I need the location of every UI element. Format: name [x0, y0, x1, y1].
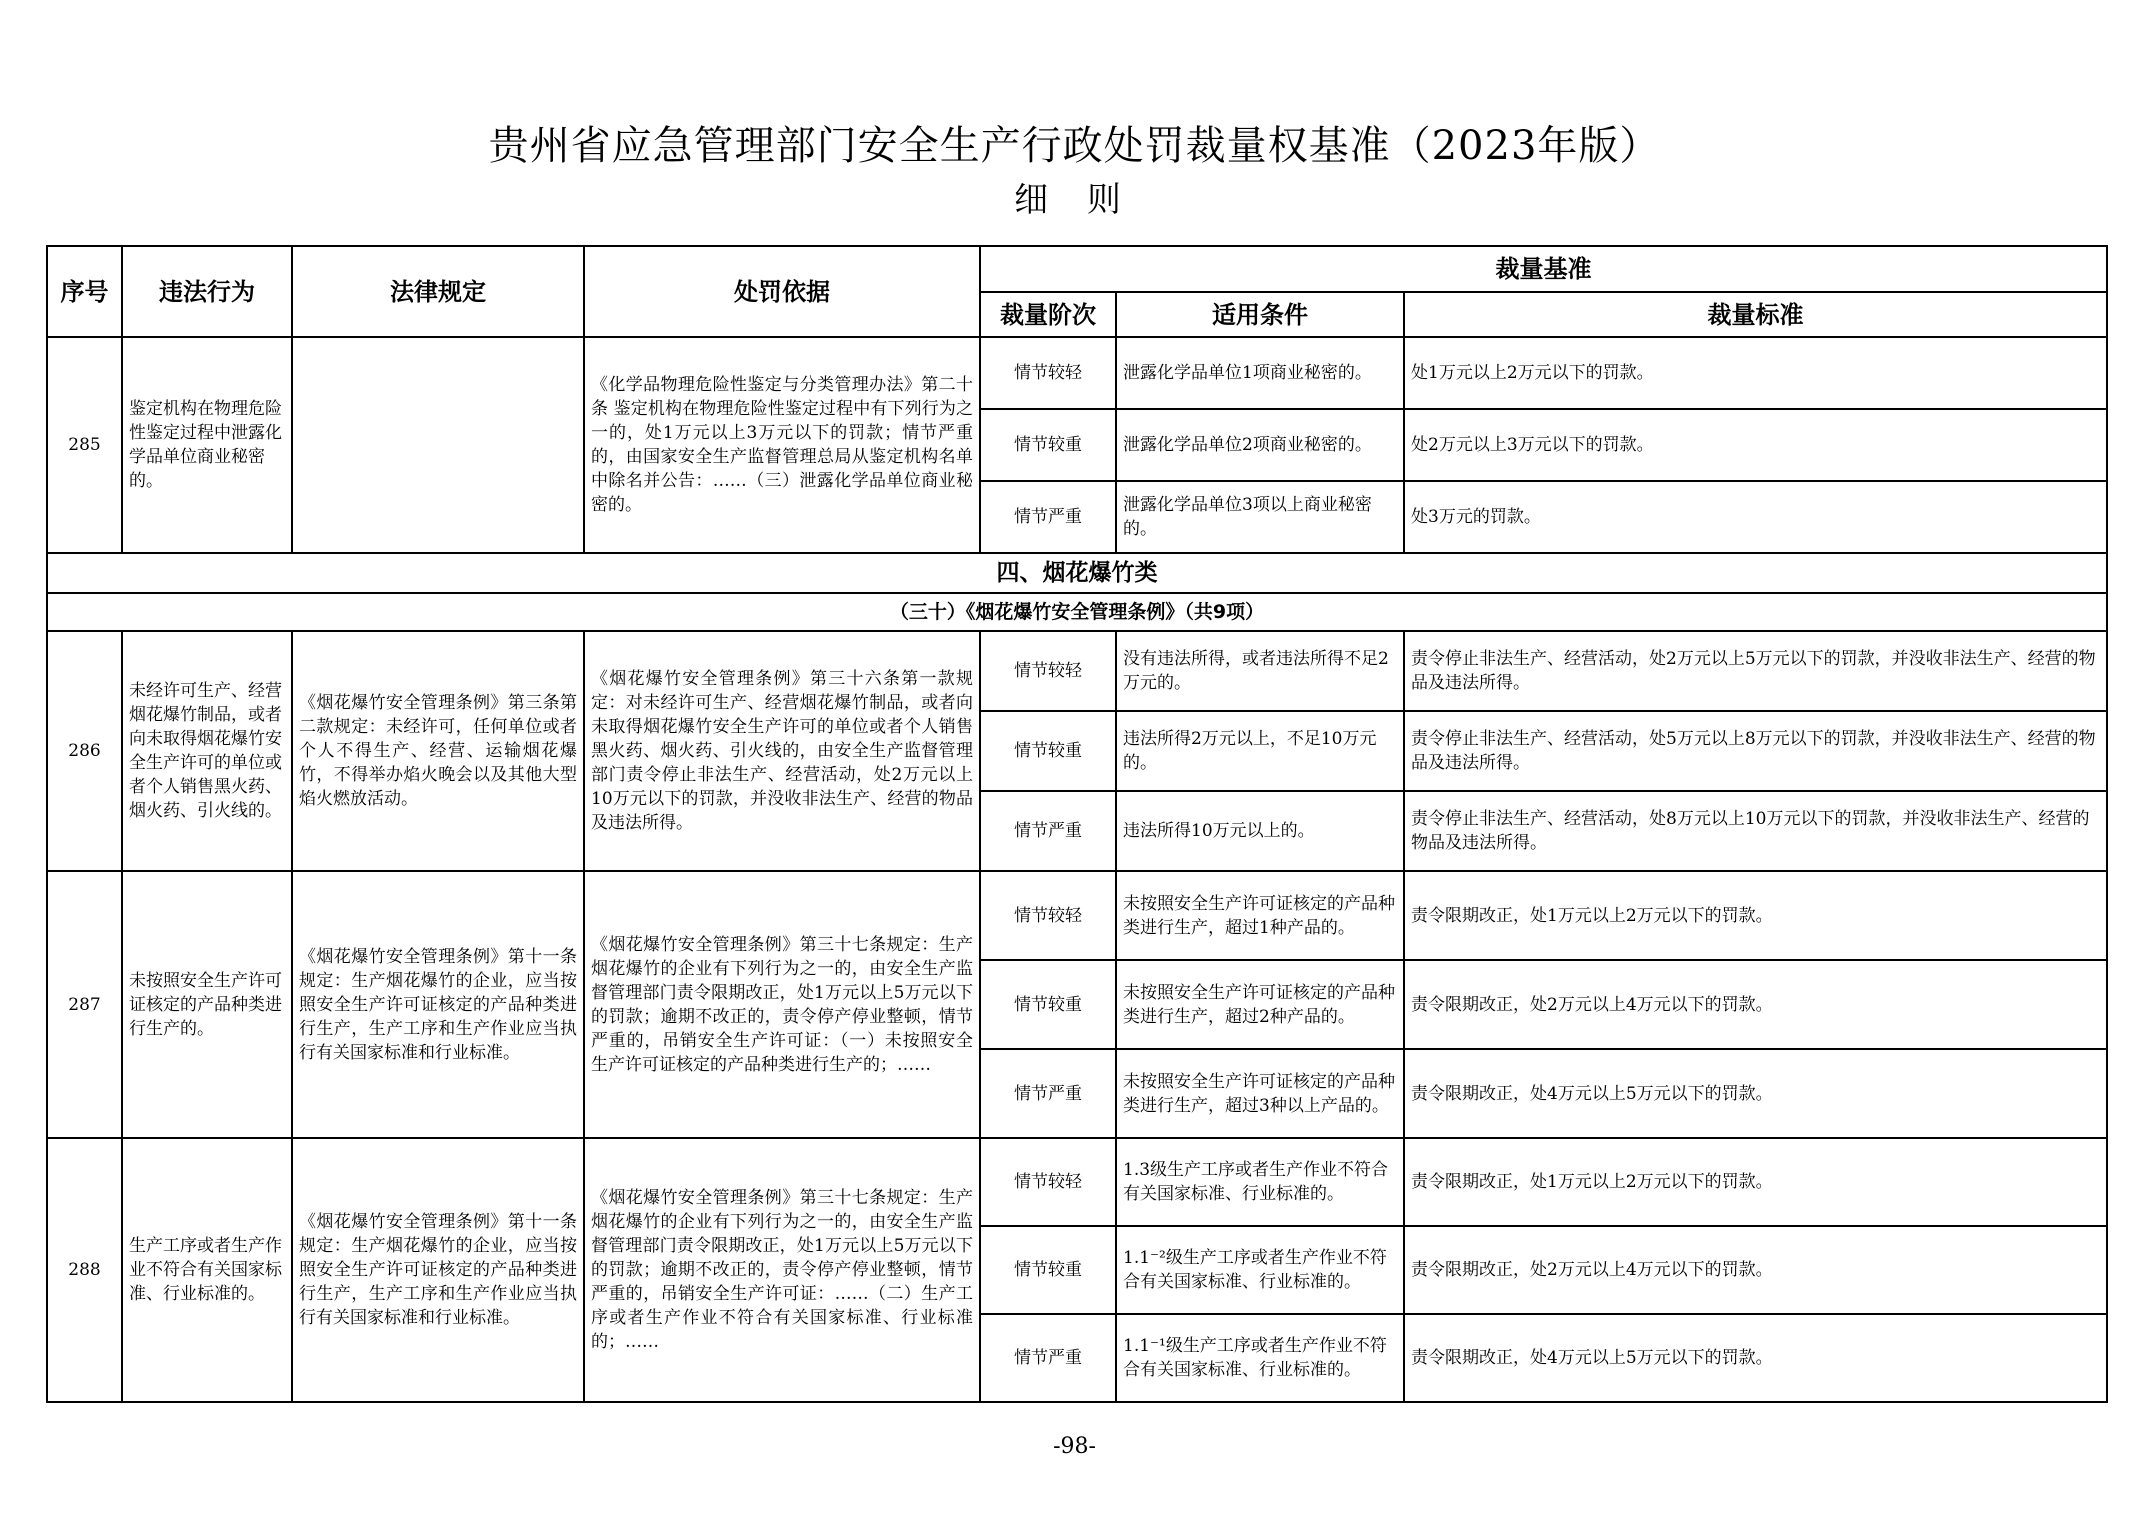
subsection-heading: （三十）《烟花爆竹安全管理条例》（共9项） — [47, 593, 2107, 631]
row-standard: 责令停止非法生产、经营活动，处5万元以上8万元以下的罚款，并没收非法生产、经营的物品及违法所得。 — [1404, 711, 2107, 791]
row-level: 情节较重 — [980, 711, 1116, 791]
row-basis: 《烟花爆竹安全管理条例》第三十六条第一款规定：对未经许可生产、经营烟花爆竹制品，或者向未取得烟花爆竹安全生产许可的单位或者个人销售黑火药、烟火药、引火线的，由安全生产监督管理部门责令停止非法生产、经营活动，处2万元以上10万元以下的罚款，并没收非法生产、经营的物品及违法所得。 — [584, 631, 980, 871]
row-law: 《烟花爆竹安全管理条例》第三条第二款规定：未经许可，任何单位或者个人不得生产、经营、运输烟花爆竹，不得举办焰火晚会以及其他大型焰火燃放活动。 — [292, 631, 584, 871]
row-standard: 处3万元的罚款。 — [1404, 481, 2107, 553]
row-level: 情节严重 — [980, 481, 1116, 553]
row-standard: 处2万元以上3万元以下的罚款。 — [1404, 409, 2107, 481]
row-condition: 未按照安全生产许可证核定的产品种类进行生产，超过2种产品的。 — [1116, 960, 1404, 1049]
row-basis: 《烟花爆竹安全管理条例》第三十七条规定：生产烟花爆竹的企业有下列行为之一的，由安全生产监督管理部门责令限期改正，处1万元以上5万元以下的罚款；逾期不改正的，责令停产停业整顿，情节严重的，吊销安全生产许可证：（一）未按照安全生产许可证核定的产品种类进行生产的；…… — [584, 871, 980, 1138]
row-standard: 责令限期改正，处1万元以上2万元以下的罚款。 — [1404, 871, 2107, 960]
row-level: 情节较重 — [980, 409, 1116, 481]
section-heading: 四、烟花爆竹类 — [47, 553, 2107, 593]
row-seq: 287 — [47, 871, 122, 1138]
discretion-table — [46, 245, 2108, 1403]
row-standard: 责令限期改正，处2万元以上4万元以下的罚款。 — [1404, 1226, 2107, 1314]
row-condition: 1.1⁻¹级生产工序或者生产作业不符合有关国家标准、行业标准的。 — [1116, 1314, 1404, 1402]
row-level: 情节较重 — [980, 1226, 1116, 1314]
row-law: 《烟花爆竹安全管理条例》第十一条规定：生产烟花爆竹的企业，应当按照安全生产许可证核定的产品种类进行生产，生产工序和生产作业应当执行有关国家标准和行业标准。 — [292, 871, 584, 1138]
row-act: 鉴定机构在物理危险性鉴定过程中泄露化学品单位商业秘密的。 — [122, 337, 292, 553]
row-condition: 违法所得10万元以上的。 — [1116, 791, 1404, 871]
row-level: 情节较轻 — [980, 871, 1116, 960]
header-seq: 序号 — [47, 246, 122, 337]
row-condition: 未按照安全生产许可证核定的产品种类进行生产，超过3种以上产品的。 — [1116, 1049, 1404, 1138]
row-law — [292, 337, 584, 553]
row-level: 情节较轻 — [980, 337, 1116, 409]
page-title: 贵州省应急管理部门安全生产行政处罚裁量权基准（2023年版） — [488, 123, 1661, 169]
page-number: -98- — [1053, 1434, 1096, 1459]
row-level: 情节较轻 — [980, 1138, 1116, 1226]
row-act: 未经许可生产、经营烟花爆竹制品，或者向未取得烟花爆竹安全生产许可的单位或者个人销售黑火药、烟火药、引火线的。 — [122, 631, 292, 871]
row-condition: 1.3级生产工序或者生产作业不符合有关国家标准、行业标准的。 — [1116, 1138, 1404, 1226]
row-level: 情节严重 — [980, 1049, 1116, 1138]
header-condition: 适用条件 — [1116, 292, 1404, 337]
table-row — [47, 871, 2107, 960]
row-condition: 泄露化学品单位2项商业秘密的。 — [1116, 409, 1404, 481]
row-standard: 责令停止非法生产、经营活动，处2万元以上5万元以下的罚款，并没收非法生产、经营的物品及违法所得。 — [1404, 631, 2107, 711]
header-basis: 处罚依据 — [584, 246, 980, 337]
row-condition: 泄露化学品单位3项以上商业秘密的。 — [1116, 481, 1404, 553]
row-condition: 违法所得2万元以上，不足10万元的。 — [1116, 711, 1404, 791]
row-level: 情节较重 — [980, 960, 1116, 1049]
row-condition: 1.1⁻²级生产工序或者生产作业不符合有关国家标准、行业标准的。 — [1116, 1226, 1404, 1314]
row-basis: 《烟花爆竹安全管理条例》第三十七条规定：生产烟花爆竹的企业有下列行为之一的，由安全生产监督管理部门责令限期改正，处1万元以上5万元以下的罚款；逾期不改正的，责令停产停业整顿，情节严重的，吊销安全生产许可证：……（二）生产工序或者生产作业不符合有关国家标准、行业标准的；…… — [584, 1138, 980, 1402]
row-standard: 责令停止非法生产、经营活动，处8万元以上10万元以下的罚款，并没收非法生产、经营的物品及违法所得。 — [1404, 791, 2107, 871]
row-standard: 责令限期改正，处2万元以上4万元以下的罚款。 — [1404, 960, 2107, 1049]
header-standard: 裁量标准 — [1404, 292, 2107, 337]
row-seq: 286 — [47, 631, 122, 871]
row-condition: 未按照安全生产许可证核定的产品种类进行生产，超过1种产品的。 — [1116, 871, 1404, 960]
row-act: 生产工序或者生产作业不符合有关国家标准、行业标准的。 — [122, 1138, 292, 1402]
table-row — [47, 1138, 2107, 1226]
page-subtitle: 细 则 — [1014, 180, 1135, 220]
row-law: 《烟花爆竹安全管理条例》第十一条规定：生产烟花爆竹的企业，应当按照安全生产许可证核定的产品种类进行生产，生产工序和生产作业应当执行有关国家标准和行业标准。 — [292, 1138, 584, 1402]
header-act: 违法行为 — [122, 246, 292, 337]
row-condition: 没有违法所得，或者违法所得不足2万元的。 — [1116, 631, 1404, 711]
header-level: 裁量阶次 — [980, 292, 1116, 337]
row-standard: 处1万元以上2万元以下的罚款。 — [1404, 337, 2107, 409]
row-act: 未按照安全生产许可证核定的产品种类进行生产的。 — [122, 871, 292, 1138]
row-seq: 285 — [47, 337, 122, 553]
row-level: 情节较轻 — [980, 631, 1116, 711]
row-condition: 泄露化学品单位1项商业秘密的。 — [1116, 337, 1404, 409]
row-standard: 责令限期改正，处4万元以上5万元以下的罚款。 — [1404, 1049, 2107, 1138]
row-standard: 责令限期改正，处1万元以上2万元以下的罚款。 — [1404, 1138, 2107, 1226]
row-standard: 责令限期改正，处4万元以上5万元以下的罚款。 — [1404, 1314, 2107, 1402]
header-discretion: 裁量基准 — [980, 246, 2107, 292]
header-law: 法律规定 — [292, 246, 584, 337]
row-level: 情节严重 — [980, 791, 1116, 871]
row-seq: 288 — [47, 1138, 122, 1402]
row-basis: 《化学品物理危险性鉴定与分类管理办法》第二十条 鉴定机构在物理危险性鉴定过程中有下列行为之一的，处1万元以上3万元以下的罚款；情节严重的，由国家安全生产监督管理总局从鉴定机构名单中除名并公告：……（三）泄露化学品单位商业秘密的。 — [584, 337, 980, 553]
table-row — [47, 631, 2107, 711]
table-row — [47, 337, 2107, 409]
row-level: 情节严重 — [980, 1314, 1116, 1402]
